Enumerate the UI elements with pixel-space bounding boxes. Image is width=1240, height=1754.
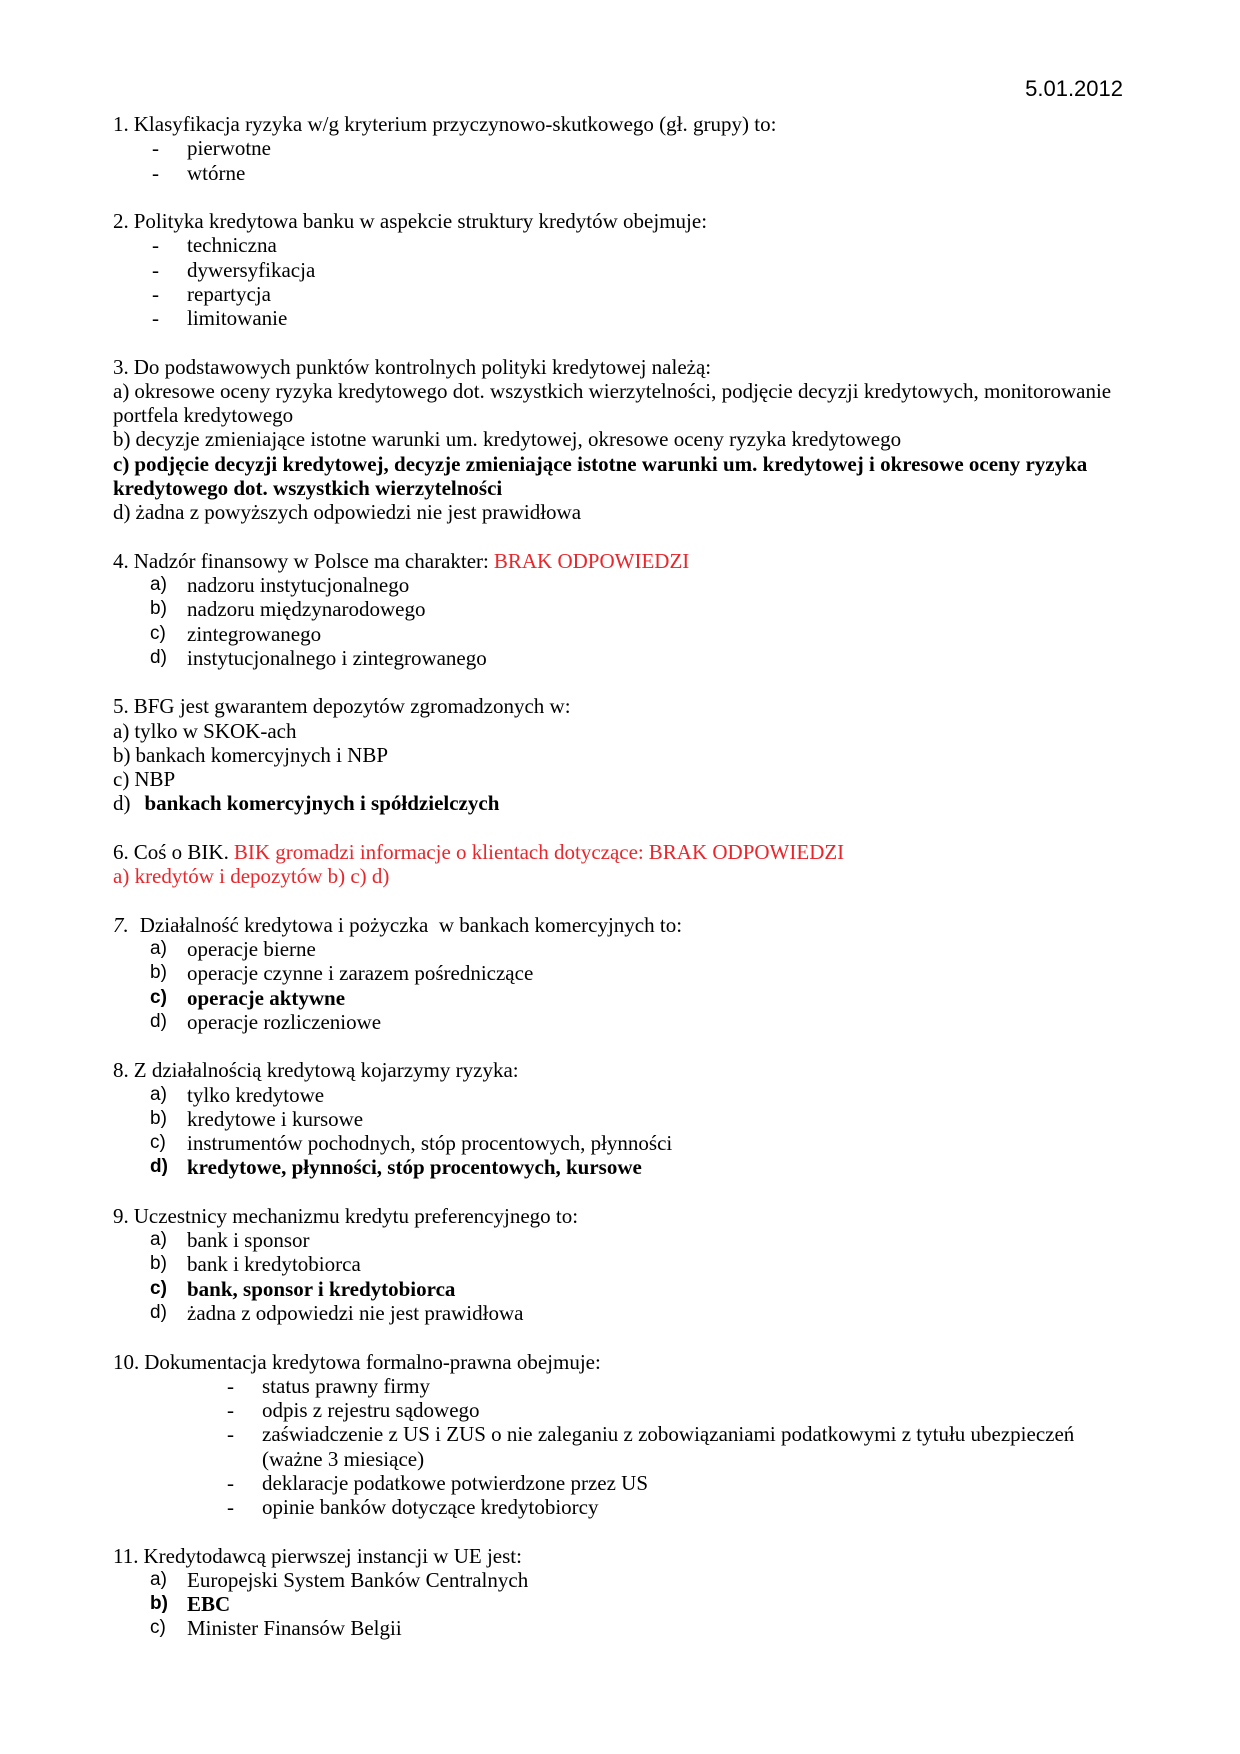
bullet-dash: - xyxy=(152,233,159,258)
answer-item xyxy=(113,1495,1123,1519)
answer-item-correct xyxy=(113,1277,1123,1301)
answer-text: okresowe oceny ryzyka kredytowego dot. wszystkich wierzytelności, podjęcie decyzji kredytowych, monitorowanie xyxy=(134,378,1112,403)
answer-text: bankach komercyjnych i spółdzielczych xyxy=(144,791,500,816)
bullet-dash: - xyxy=(227,1373,234,1398)
answer-text: wtórne xyxy=(187,160,246,185)
question-text: Dokumentacja kredytowa formalno-prawna obejmuje: xyxy=(144,1349,601,1374)
question-8 xyxy=(113,1058,1123,1179)
answer-marker: d) xyxy=(113,791,131,816)
question-text: Klasyfikacja ryzyka w/g kryterium przyczynowo-skutkowego (gł. grupy) to: xyxy=(133,112,777,136)
question-heading xyxy=(113,1204,1123,1228)
answer-text: bankach komercyjnych i NBP xyxy=(135,742,389,767)
answer-text: status prawny firmy xyxy=(262,1373,430,1398)
question-number: 4. xyxy=(113,548,129,573)
question-number: 3. xyxy=(113,354,129,379)
answer-marker: c) xyxy=(150,1277,167,1299)
answer-item xyxy=(113,1568,1123,1592)
answer-text: instrumentów pochodnych, stóp procentowych, płynności xyxy=(187,1131,673,1156)
answer-text: a) kredytów i depozytów b) c) d) xyxy=(113,864,390,889)
bullet-dash: - xyxy=(227,1398,234,1423)
question-heading xyxy=(113,913,1123,937)
answer-item xyxy=(113,1252,1123,1276)
answer-marker: a) xyxy=(150,938,167,960)
answer-item xyxy=(113,961,1123,985)
answer-item xyxy=(113,306,1123,330)
question-number: 11. xyxy=(113,1543,139,1568)
no-answer-label: BRAK ODPOWIEDZI xyxy=(493,548,690,573)
answer-item-correct xyxy=(113,986,1123,1010)
answer-text: operacje rozliczeniowe xyxy=(187,1009,382,1034)
answer-text: tylko w SKOK-ach xyxy=(134,718,297,743)
bullet-dash: - xyxy=(227,1470,234,1495)
question-list xyxy=(113,112,1123,1665)
answer-text: kredytowe, płynności, stóp procentowych, kursowe xyxy=(187,1155,642,1180)
answer-marker: d) xyxy=(150,1010,167,1032)
answer-text: EBC xyxy=(187,1592,231,1617)
answer-marker: b) xyxy=(113,427,131,452)
question-text: Z działalnością kredytową kojarzymy ryzyka: xyxy=(133,1058,519,1083)
question-number: 7. xyxy=(113,912,129,937)
answer-marker: c) xyxy=(150,986,167,1008)
question-3 xyxy=(113,355,1123,525)
answer-marker: b) xyxy=(113,742,131,767)
answer-text: kredytowego dot. wszystkich wierzytelności xyxy=(113,475,503,500)
answer-item xyxy=(113,427,1123,451)
answer-item xyxy=(113,1616,1123,1640)
question-number: 1. xyxy=(113,112,129,136)
answer-text: podjęcie decyzji kredytowej, decyzje zmieniające istotne warunki um. kredytowej i okresowe oceny ryzyka xyxy=(134,451,1088,476)
answer-text: nadzoru instytucjonalnego xyxy=(187,573,410,598)
answer-text: kredytowe i kursowe xyxy=(187,1106,364,1131)
answer-text: decyzje zmieniające istotne warunki um. kredytowej, okresowe oceny ryzyka kredytowego xyxy=(135,427,902,452)
answer-marker: c) xyxy=(150,1617,166,1639)
answer-text: tylko kredytowe xyxy=(187,1082,325,1107)
answer-item xyxy=(113,500,1123,524)
question-text: Coś o BIK. xyxy=(133,839,229,864)
bullet-dash: - xyxy=(152,160,159,185)
answer-text: operacje czynne i zarazem pośredniczące xyxy=(187,961,534,986)
answer-text: opinie banków dotyczące kredytobiorcy xyxy=(262,1495,599,1520)
answer-item xyxy=(113,573,1123,597)
answer-marker: c) xyxy=(150,1132,166,1154)
answer-text: bank i sponsor xyxy=(187,1228,310,1253)
no-answer-label: BRAK ODPOWIEDZI xyxy=(648,839,845,864)
bullet-dash: - xyxy=(152,281,159,306)
answer-marker: d) xyxy=(150,1156,168,1178)
answer-marker: a) xyxy=(150,1568,167,1590)
answer-text: pierwotne xyxy=(187,136,271,161)
answer-marker: a) xyxy=(150,1083,167,1105)
answer-text: żadna z odpowiedzi nie jest prawidłowa xyxy=(187,1301,524,1326)
answer-item xyxy=(113,136,1123,160)
answer-marker: b) xyxy=(150,1593,168,1615)
answer-item xyxy=(113,1107,1123,1131)
answer-continuation xyxy=(113,476,1123,500)
answer-text: portfela kredytowego xyxy=(113,403,294,428)
answer-text: (ważne 3 miesiące) xyxy=(262,1446,425,1471)
question-heading xyxy=(113,840,1123,864)
answer-item-correct xyxy=(113,791,1123,815)
answer-text: zintegrowanego xyxy=(187,621,322,646)
question-heading xyxy=(113,209,1123,233)
answer-text: żadna z powyższych odpowiedzi nie jest prawidłowa xyxy=(135,500,582,525)
answer-marker: b) xyxy=(150,1107,167,1129)
question-number: 10. xyxy=(113,1349,140,1374)
question-number: 9. xyxy=(113,1203,129,1228)
question-text: Uczestnicy mechanizmu kredytu preferencyjnego to: xyxy=(133,1203,579,1228)
answer-marker: a) xyxy=(113,378,130,403)
question-9 xyxy=(113,1204,1123,1325)
question-heading xyxy=(113,1058,1123,1082)
question-heading xyxy=(113,549,1123,573)
answer-text: repartycja xyxy=(187,281,271,306)
bullet-dash: - xyxy=(227,1495,234,1520)
question-heading xyxy=(113,694,1123,718)
answer-item xyxy=(113,1398,1123,1422)
answer-item xyxy=(113,622,1123,646)
question-heading xyxy=(113,355,1123,379)
answer-continuation xyxy=(113,1447,1123,1471)
answer-marker: a) xyxy=(150,1229,167,1251)
answer-marker: b) xyxy=(150,962,167,984)
answer-text: bank, sponsor i kredytobiorca xyxy=(187,1276,456,1301)
answer-text: instytucjonalnego i zintegrowanego xyxy=(187,645,487,670)
answer-item-correct xyxy=(113,1155,1123,1179)
answer-marker: c) xyxy=(113,767,130,792)
answer-item-correct xyxy=(113,452,1123,476)
question-number: 8. xyxy=(113,1058,129,1083)
answer-item xyxy=(113,767,1123,791)
answer-item xyxy=(113,1301,1123,1325)
answer-text: operacje bierne xyxy=(187,937,316,962)
answer-text: techniczna xyxy=(187,233,277,258)
question-text: Polityka kredytowa banku w aspekcie struktury kredytów obejmuje: xyxy=(133,209,708,234)
answer-item xyxy=(113,258,1123,282)
answer-item xyxy=(113,1010,1123,1034)
question-text: Nadzór finansowy w Polsce ma charakter: xyxy=(133,548,489,573)
question-number: 5. xyxy=(113,694,129,719)
answer-item xyxy=(113,743,1123,767)
answer-item xyxy=(113,719,1123,743)
answer-text: nadzoru międzynarodowego xyxy=(187,597,426,622)
question-2 xyxy=(113,209,1123,330)
question-number: 6. xyxy=(113,839,129,864)
answer-item xyxy=(113,379,1123,403)
question-number: 2. xyxy=(113,209,129,234)
answer-item xyxy=(113,1422,1123,1446)
question-text: Działalność kredytowa i pożyczka w bankach komercyjnych to: xyxy=(139,912,683,937)
answer-marker: d) xyxy=(150,1302,167,1324)
question-5 xyxy=(113,694,1123,815)
question-10 xyxy=(113,1350,1123,1520)
answer-text: Europejski System Banków Centralnych xyxy=(187,1567,529,1592)
answer-marker: c) xyxy=(150,622,166,644)
answer-marker: a) xyxy=(113,718,130,743)
bullet-dash: - xyxy=(152,257,159,282)
bullet-dash: - xyxy=(227,1422,234,1447)
answer-marker: d) xyxy=(113,500,131,525)
answer-item xyxy=(113,597,1123,621)
answer-text: Minister Finansów Belgii xyxy=(187,1616,402,1641)
bullet-dash: - xyxy=(152,136,159,161)
answer-marker: d) xyxy=(150,646,167,668)
answer-item-correct xyxy=(113,1592,1123,1616)
answer-item xyxy=(113,646,1123,670)
answer-marker: b) xyxy=(150,1253,167,1275)
answer-item xyxy=(113,233,1123,257)
answer-text: operacje aktywne xyxy=(187,985,346,1010)
answer-item xyxy=(113,1083,1123,1107)
answer-text: bank i kredytobiorca xyxy=(187,1252,361,1277)
question-text: Do podstawowych punktów kontrolnych polityki kredytowej należą: xyxy=(133,354,712,379)
question-7 xyxy=(113,913,1123,1034)
question-6 xyxy=(113,840,1123,889)
answer-item xyxy=(113,1228,1123,1252)
answer-marker: a) xyxy=(150,574,167,596)
document-date: 5.01.2012 xyxy=(1025,76,1123,101)
question-heading xyxy=(113,1350,1123,1374)
question-1 xyxy=(113,112,1123,185)
answer-text: dywersyfikacja xyxy=(187,257,316,282)
answer-item xyxy=(113,1471,1123,1495)
bullet-dash: - xyxy=(152,306,159,331)
question-4 xyxy=(113,549,1123,670)
question-text: Kredytodawcą pierwszej instancji w UE jest: xyxy=(143,1543,522,1568)
answer-text: limitowanie xyxy=(187,306,288,331)
question-heading xyxy=(113,1544,1123,1568)
answer-text: deklaracje podatkowe potwierdzone przez US xyxy=(262,1470,648,1495)
answer-item xyxy=(113,1374,1123,1398)
answer-text: NBP xyxy=(134,767,176,792)
answer-marker: b) xyxy=(150,598,167,620)
answer-options-inline xyxy=(113,864,1123,888)
answer-item xyxy=(113,1131,1123,1155)
answer-text: zaświadczenie z US i ZUS o nie zaleganiu z zobowiązaniami podatkowymi z tytułu ubezpieczeń xyxy=(262,1422,1075,1447)
question-note: BIK gromadzi informacje o klientach dotyczące: xyxy=(233,839,644,864)
question-11 xyxy=(113,1544,1123,1641)
answer-continuation xyxy=(113,403,1123,427)
answer-item xyxy=(113,161,1123,185)
answer-marker: c) xyxy=(113,451,130,476)
answer-item xyxy=(113,282,1123,306)
answer-text: odpis z rejestru sądowego xyxy=(262,1398,480,1423)
question-heading xyxy=(113,112,1123,136)
question-text: BFG jest gwarantem depozytów zgromadzonych w: xyxy=(133,694,571,719)
answer-item xyxy=(113,937,1123,961)
